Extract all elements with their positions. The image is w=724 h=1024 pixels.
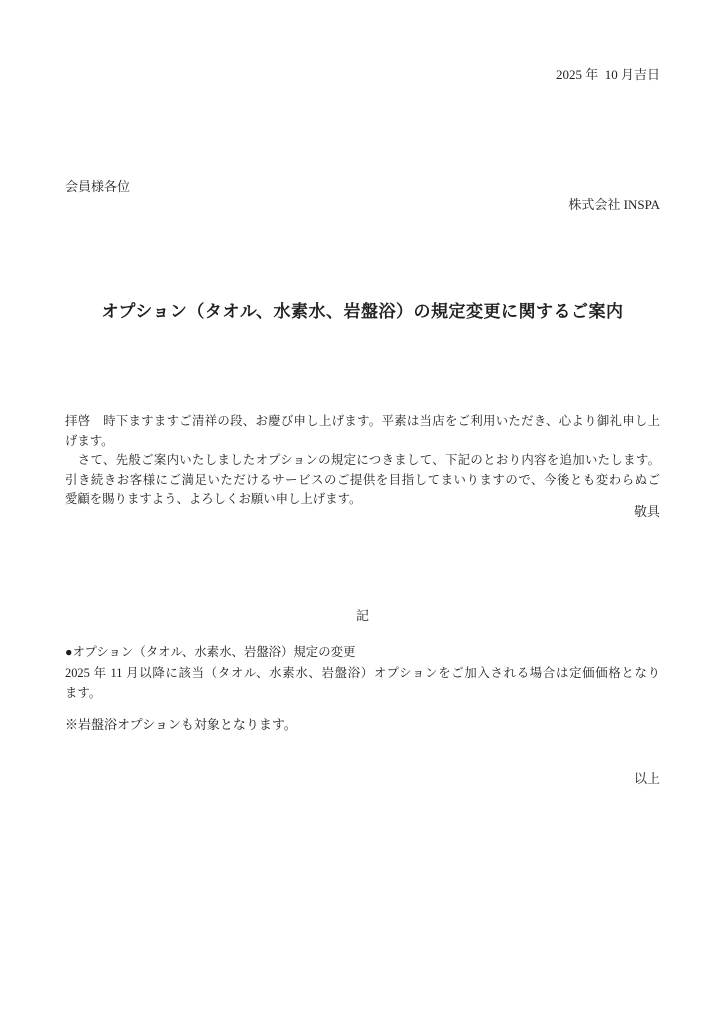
record-item-line: ます。: [65, 686, 102, 700]
greeting-paragraph: [65, 412, 660, 510]
date-line: 2025 年 10 月吉日: [555, 67, 660, 82]
note-line: ※岩盤浴オプションも対象となります。: [65, 717, 297, 732]
record-heading: 記: [355, 608, 369, 623]
record-item: [65, 642, 660, 704]
paragraph-line: げます。: [65, 433, 114, 448]
paragraph-line: 愛顧を賜りますよう、よろしくお願い申し上げます。: [65, 492, 362, 507]
recipient-line: 会員様各位: [65, 179, 131, 194]
paragraph-line: さて、先般ご案内いたしましたオプションの規定につきまして、下記のとおり内容を追加いたします。: [65, 453, 660, 468]
paragraph-line: 引き続きお客様にご満足いただけるサービスのご提供を目指してまいりますので、今後とも変わらぬご: [65, 472, 660, 487]
record-item-title: ●オプション（タオル、水素水、岩盤浴）規定の変更: [65, 645, 356, 659]
closing-word: 敬具: [633, 504, 660, 519]
end-word: 以上: [633, 771, 660, 786]
document-title: オプション（タオル、水素水、岩盤浴）の規定変更に関するご案内: [101, 302, 624, 321]
sender-company-line: 株式会社 INSPA: [568, 197, 660, 212]
record-item-line: 2025 年 11 月以降に該当（タオル、水素水、岩盤浴）オプションをご加入される場合は定価価格となり: [65, 665, 660, 680]
paragraph-line: 拝啓 時下ますますご清祥の段、お慶び申し上げます。平素は当店をご利用いただき、心より御礼申し上: [65, 414, 660, 428]
